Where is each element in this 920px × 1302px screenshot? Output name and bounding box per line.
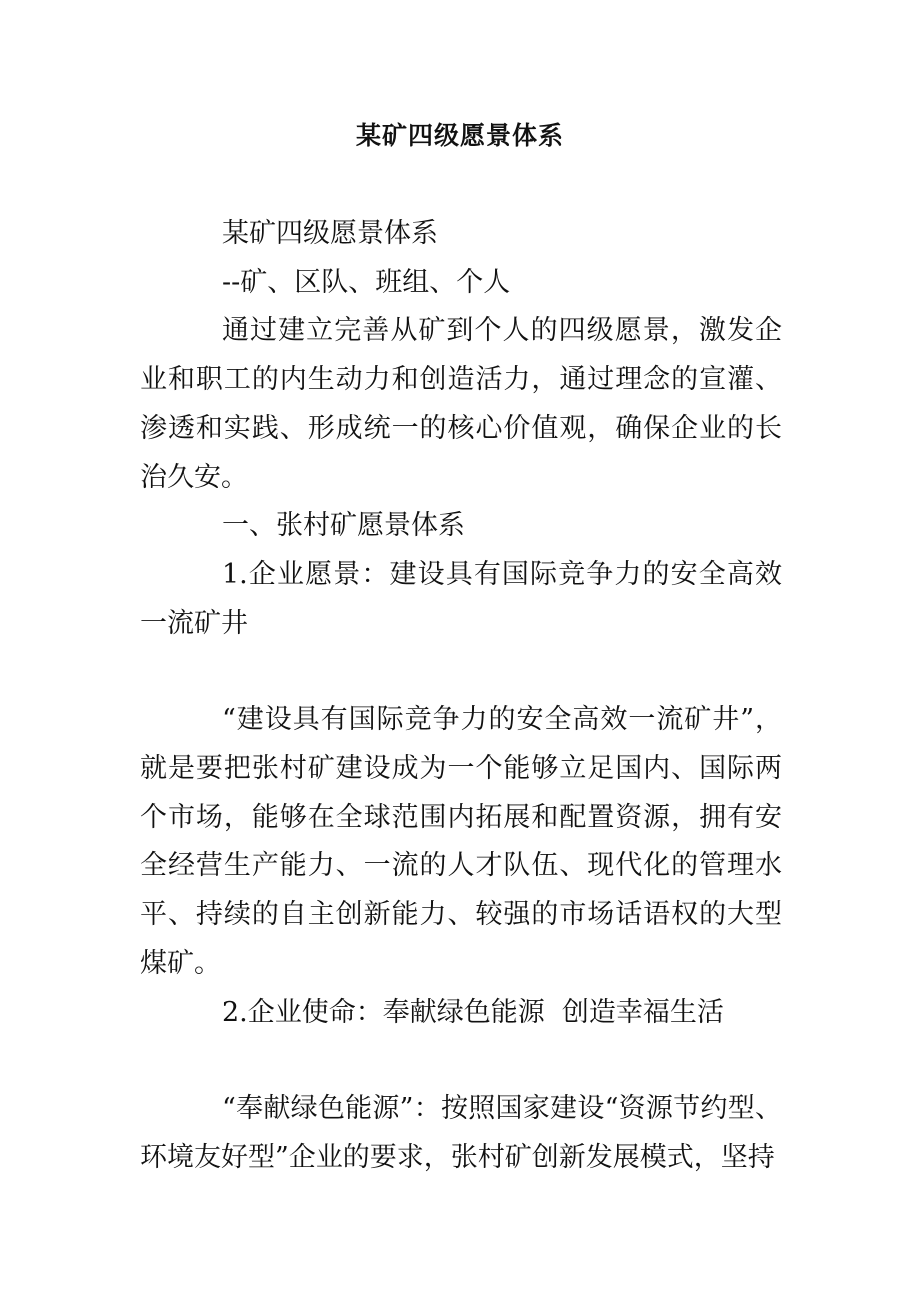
paragraph-mission: 2.企业使命：奉献绿色能源 创造幸福生活 xyxy=(222,996,724,1028)
document-body xyxy=(140,210,782,1183)
paragraph-mission-explanation: “奉献绿色能源”：按照国家建设“资源节约型、环境友好型”企业的要求，张村矿创新发展模式，坚持 xyxy=(140,1093,782,1173)
paragraph-vision: 1.企业愿景：建设具有国际竞争力的安全高效一流矿井 xyxy=(140,558,782,639)
paragraph-gap xyxy=(140,648,782,696)
section-heading: 一、张村矿愿景体系 xyxy=(222,510,465,542)
document-title: 某矿四级愿景体系 xyxy=(355,121,564,150)
paragraph-gap xyxy=(140,1037,782,1085)
paragraph-vision-explanation: “建设具有国际竞争力的安全高效一流矿井”，就是要把张村矿建设成为一个能够立足国内、国际两个市场，能够在全球范围内拓展和配置资源，拥有安全经营生产能力、一流的人才队伍、现代化的管理水平、持续的自主创新能力、较强的市场话语权的大型煤矿。 xyxy=(140,704,782,979)
paragraph-intro: 通过建立完善从矿到个人的四级愿景，激发企业和职工的内生动力和创造活力，通过理念的宣灌、渗透和实践、形成统一的核心价值观，确保企业的长治久安。 xyxy=(140,315,782,493)
paragraph-subtitle: 某矿四级愿景体系 xyxy=(222,218,438,249)
paragraph-levels: --矿、区队、班组、个人 xyxy=(222,266,511,298)
